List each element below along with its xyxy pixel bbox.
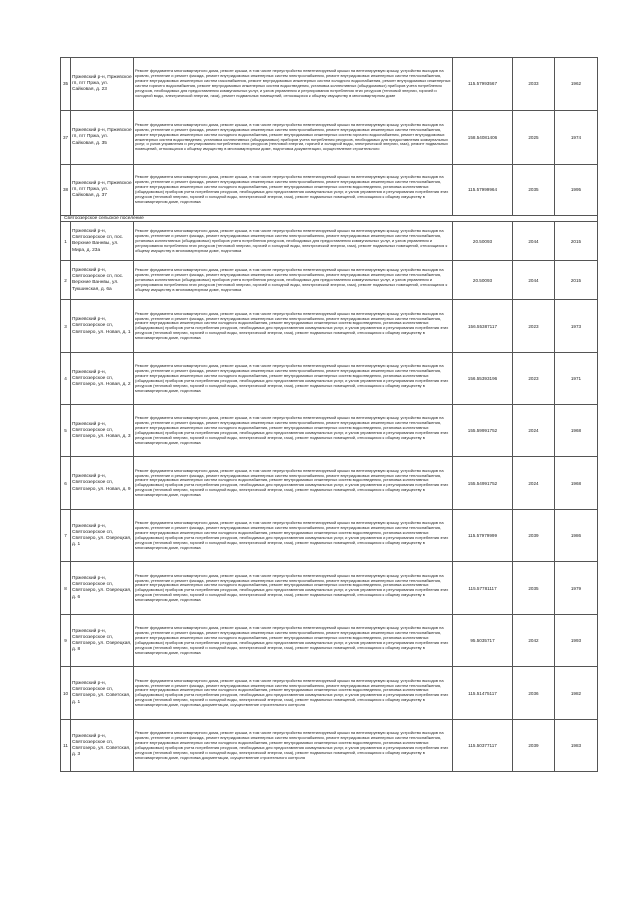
row-works: Ремонт фундамента многоквартирного дома, ремонт крыши, в том числе переустройство невентилируемой крыши на вентилируемую крышу, устройство выходов на кровлю, утепление и ремонт фасада, ремонт внутридомовых инженерных систем электроснабжения, ремонт внутридомовых инженерных систем теплоснабжения, ремонт внутридомовых инженерных систем холодного водоснабжения, ремонт внутридомовых инженерных систем водоотведения, установка коллективных (общедомовых) приборов учета потребления ресурсов, необходимых для предоставления коммунальных услуг, и узлов управления и регулирования потребления этих ресурсов (тепловой энергии, горячей и холодной воды, электрической энергии, газа), ремонт подвальных помещений, относящихся к общему имуществу в многоквартирном доме, подготовка документации, осуществление строительного контроля: [134, 720, 453, 772]
capital-repair-table: [60, 57, 598, 772]
row-cost: 115.57993567: [453, 58, 513, 111]
row-year: 2025: [513, 111, 555, 165]
row-works: Ремонт фундамента многоквартирного дома, ремонт крыши, в том числе переустройство невентилируемой крыши на вентилируемую крышу, устройство выходов на кровлю, утепление и ремонт фасада, ремонт внутридомовых инженерных систем электроснабжения, ремонт внутридомовых инженерных систем теплоснабжения, ремонт внутридомовых инженерных систем холодного водоснабжения, ремонт внутридомовых инженерных систем водоотведения, установка коллективных (общедомовых) приборов учета потребления ресурсов, необходимых для предоставления коммунальных услуг, и узлов управления и регулирования потребления этих ресурсов (тепловой энергии, горячей и холодной воды, электрической энергии, газа), ремонт подвальных помещений, относящихся к общему имуществу в многоквартирном доме, подготовка: [134, 510, 453, 562]
row-works: Ремонт фундамента многоквартирного дома, ремонт крыши, в том числе переустройство невентилируемой крыши на вентилируемую крышу, устройство выходов на кровлю, утепление и ремонт фасада, ремонт внутридомовых инженерных систем электроснабжения, ремонт внутридомовых инженерных систем теплоснабжения, ремонт внутридомовых инженерных систем холодного водоснабжения, ремонт внутридомовых инженерных систем водоотведения, установка коллективных (общедомовых) приборов учета потребления ресурсов, необходимых для предоставления коммунальных услуг, и узлов управления и регулирования потребления этих ресурсов (тепловой энергии, горячей и холодной воды, электрической энергии, газа), ремонт подвальных помещений, относящихся к общему имуществу в многоквартирном доме, подготовка документации, осуществление строительного контроля: [134, 667, 453, 720]
table-row: [61, 222, 598, 261]
row-cost: 115.50377117: [453, 720, 513, 772]
row-year: 2039: [513, 720, 555, 772]
row-address: Пржевский р-н, Святоозерское сп, Святозеро, ул. Новая, д. 1: [71, 300, 134, 353]
row-address: Пржевский р-н, Святоозерское сп, Святозеро, ул. Озерецкая, д. 1: [71, 510, 134, 562]
row-number: 5: [61, 405, 71, 457]
row-year: 2033: [513, 58, 555, 111]
table-row: [61, 111, 598, 165]
row-address: Пржевский р-н, Святоозерское сп, Святозеро, ул. Новая, д. 2: [71, 353, 134, 405]
table-row: [61, 457, 598, 510]
row-number: 1: [61, 222, 71, 261]
row-number: 38: [61, 165, 71, 216]
table-row: [61, 405, 598, 457]
row-address: Пржевский р-н, Святоозерское сп, Святозеро, ул. Советская, д. 3: [71, 720, 134, 772]
row-address: Пржевский р-н, Пржевское гп, пгт Пржа, ул. Сайковая, д. 23: [71, 58, 134, 111]
row-year: 2036: [513, 667, 555, 720]
row-address: Пржевский р-н, Святоозерское сп, Святозеро, ул. Новая, д. 3: [71, 405, 134, 457]
row-year: 2023: [513, 300, 555, 353]
row-number: 10: [61, 667, 71, 720]
row-year: 2035: [513, 165, 555, 216]
row-built-year: 1973: [555, 300, 598, 353]
table-row: [61, 353, 598, 405]
row-cost: 95.5035717: [453, 615, 513, 667]
row-number: 6: [61, 457, 71, 510]
row-cost: 115.57979999: [453, 510, 513, 562]
row-cost: 115.51475117: [453, 667, 513, 720]
row-works: Ремонт фундамента многоквартирного дома, ремонт крыши, в том числе переустройство невентилируемой крыши на вентилируемую крышу, устройство выходов на кровлю, утепление и ремонт фасада, ремонт внутридомовых инженерных систем электроснабжения, ремонт внутридомовых инженерных систем теплоснабжения, ремонт внутридомовых инженерных систем холодного водоснабжения, ремонт внутридомовых инженерных систем водоотведения, установка коллективных (общедомовых) приборов учета потребления ресурсов, необходимых для предоставления коммунальных услуг, и узлов управления и регулирования потребления этих ресурсов (тепловой энергии, горячей и холодной воды, электрической энергии, газа), ремонт подвальных помещений, относящихся к общему имуществу в многоквартирном доме, подготовка: [134, 353, 453, 405]
row-number: 8: [61, 562, 71, 615]
row-address: Пржевский р-н, Пржевское гп, пгт Пржа, ул. Сайковая, д. 35: [71, 111, 134, 165]
row-cost: 115.57781117: [453, 562, 513, 615]
row-year: 2035: [513, 562, 555, 615]
row-year: 2024: [513, 457, 555, 510]
row-cost: 115.57999964: [453, 165, 513, 216]
table-row: [61, 720, 598, 772]
row-address: Пржевский р-н, Святоозерское сп, Святозеро, ул. Озерецкая, д. 8: [71, 615, 134, 667]
row-cost: 156.55387117: [453, 300, 513, 353]
row-number: 2: [61, 261, 71, 300]
row-number: 7: [61, 510, 71, 562]
row-number: 37: [61, 111, 71, 165]
row-address: Пржевский р-н, Пржевское гп, пгт Пржа, ул. Сайковая, д. 37: [71, 165, 134, 216]
row-cost: 155.54991752: [453, 457, 513, 510]
table-row: [61, 300, 598, 353]
section-title: Святоозерское сельское поселение: [61, 216, 598, 222]
table-row: [61, 510, 598, 562]
row-address: Пржевский р-н, Святоозерское сп, пос. Верхние Ваннвы, ул. Тукшинская, д. 6а: [71, 261, 134, 300]
row-built-year: 1968: [555, 457, 598, 510]
row-built-year: 2015: [555, 222, 598, 261]
row-number: 9: [61, 615, 71, 667]
row-works: Ремонт фундамента многоквартирного дома, ремонт крыши, в том числе переустройство невентилируемой крыши на вентилируемую крышу, устройство выходов на кровлю, утепление и ремонт фасада, ремонт внутридомовых инженерных систем электроснабжения, ремонт внутридомовых инженерных систем теплоснабжения, установка коллективных (общедомовых) приборов учета потребления ресурсов, необходимых для предоставления коммунальных услуг, и узлов управления и регулирования потребления этих ресурсов (тепловой энергии, горячей и холодной воды, электрической энергии, газа), ремонт подвальных помещений, относящихся к общему имуществу в многоквартирном доме, подготовка: [134, 222, 453, 261]
table-body-before: [61, 58, 598, 216]
row-year: 2044: [513, 261, 555, 300]
row-works: Ремонт фундамента многоквартирного дома, ремонт крыши, в том числе переустройство невентилируемой крыши на вентилируемую крышу, устройство выходов на кровлю, утепление и ремонт фасада, ремонт внутридомовых инженерных систем электроснабжения, ремонт внутридомовых инженерных систем теплоснабжения, ремонт внутридомовых инженерных систем холодного водоснабжения, ремонт внутридомовых инженерных систем водоотведения, установка коллективных (общедомовых) приборов учета потребления ресурсов, необходимых для предоставления коммунальных услуг, и узлов управления и регулирования потребления этих ресурсов (тепловой энергии, горячей и холодной воды, электрической энергии, газа), ремонт подвальных помещений, относящихся к общему имуществу в многоквартирном доме, подготовка: [134, 165, 453, 216]
row-built-year: 1982: [555, 667, 598, 720]
row-built-year: 1986: [555, 510, 598, 562]
table-row: [61, 165, 598, 216]
row-works: Ремонт фундамента многоквартирного дома, ремонт крыши, в том числе переустройство невентилируемой крыши на вентилируемую крышу, устройство выходов на кровлю, утепление и ремонт фасада, ремонт внутридомовых инженерных систем электроснабжения, ремонт внутридомовых инженерных систем теплоснабжения, ремонт внутридомовых инженерных систем холодного водоснабжения, ремонт внутридомовых инженерных систем водоотведения, установка коллективных (общедомовых) приборов учета потребления ресурсов, необходимых для предоставления коммунальных услуг, и узлов управления и регулирования потребления этих ресурсов (тепловой энергии, горячей и холодной воды, электрической энергии, газа), ремонт подвальных помещений, относящихся к общему имуществу в многоквартирном доме, подготовка: [134, 615, 453, 667]
row-works: Ремонт фундамента многоквартирного дома, ремонт крыши, в том числе переустройство невентилируемой крыши на вентилируемую крышу, устройство выходов на кровлю, утепление и ремонт фасада, ремонт внутридомовых инженерных систем электроснабжения, ремонт внутридомовых инженерных систем теплоснабжения, ремонт внутридомовых инженерных систем газоснабжения, ремонт внутридомовых инженерных систем холодного водоснабжения, ремонт внутридомовых инженерных систем горячего водоснабжения, ремонт внутридомовых инженерных систем водоотведения, установка коллективных (общедомовых) приборов учета потребления ресурсов, необходимых для предоставления коммунальных услуг, и узлов управления и регулирования потребления этих ресурсов (тепловой энергии, горячей и холодной воды, электрической энергии, газа), ремонт подвальных помещений, относящихся к общему имуществу в многоквартирном доме: [134, 58, 453, 111]
row-number: 4: [61, 353, 71, 405]
row-cost: 156.55393196: [453, 353, 513, 405]
row-cost: 158.54081406: [453, 111, 513, 165]
row-address: Пржевский р-н, Святоозерское сп, Святозеро, ул. Новая, д. 9: [71, 457, 134, 510]
row-cost: 20.50093: [453, 261, 513, 300]
row-year: 2023: [513, 353, 555, 405]
row-built-year: 1962: [555, 58, 598, 111]
row-address: Пржевский р-н, Святоозерское сп, пос. Верхние Ваннвы, ул. Мира, д. 23а: [71, 222, 134, 261]
row-address: Пржевский р-н, Святоозерское сп, Святозеро, ул. Озерецкая, д. 6: [71, 562, 134, 615]
row-works: Ремонт фундамента многоквартирного дома, ремонт крыши, в том числе переустройство невентилируемой крыши на вентилируемую крышу, устройство выходов на кровлю, утепление и ремонт фасада, ремонт внутридомовых инженерных систем электроснабжения, ремонт внутридомовых инженерных систем теплоснабжения, установка коллективных (общедомовых) приборов учета потребления ресурсов, необходимых для предоставления коммунальных услуг, и узлов управления и регулирования потребления этих ресурсов (тепловой энергии, горячей и холодной воды, электрической энергии, газа), ремонт подвальных помещений, относящихся к общему имуществу в многоквартирном доме, подготовка: [134, 261, 453, 300]
row-address: Пржевский р-н, Святоозерское сп, Святозеро, ул. Советская, д. 1: [71, 667, 134, 720]
table-body-after: [61, 222, 598, 772]
row-works: Ремонт фундамента многоквартирного дома, ремонт крыши, в том числе переустройство невентилируемой крыши на вентилируемую крышу, устройство выходов на кровлю, утепление и ремонт фасада, ремонт внутридомовых инженерных систем электроснабжения, ремонт внутридомовых инженерных систем теплоснабжения, ремонт внутридомовых инженерных систем холодного водоснабжения, ремонт внутридомовых инженерных систем водоотведения, установка коллективных (общедомовых) приборов учета потребления ресурсов, необходимых для предоставления коммунальных услуг, и узлов управления и регулирования потребления этих ресурсов (тепловой энергии, горячей и холодной воды, электрической энергии, газа), ремонт подвальных помещений, относящихся к общему имуществу в многоквартирном доме, подготовка: [134, 562, 453, 615]
row-built-year: 1995: [555, 165, 598, 216]
row-built-year: 1979: [555, 562, 598, 615]
row-works: Ремонт фундамента многоквартирного дома, ремонт крыши, в том числе переустройство невентилируемой крыши на вентилируемую крышу, устройство выходов на кровлю, утепление и ремонт фасада, ремонт внутридомовых инженерных систем электроснабжения, ремонт внутридомовых инженерных систем теплоснабжения, ремонт внутридомовых инженерных систем холодного водоснабжения, ремонт внутридомовых инженерных систем водоотведения, установка коллективных (общедомовых) приборов учета потребления ресурсов, необходимых для предоставления коммунальных услуг, и узлов управления и регулирования потребления этих ресурсов (тепловой энергии, горячей и холодной воды, электрической энергии, газа), ремонт подвальных помещений, относящихся к общему имуществу в многоквартирном доме, подготовка: [134, 405, 453, 457]
row-built-year: 1971: [555, 353, 598, 405]
table-row: [61, 562, 598, 615]
row-works: Ремонт фундамента многоквартирного дома, ремонт крыши, в том числе переустройство невентилируемой крыши на вентилируемую крышу, устройство выходов на кровлю, утепление и ремонт фасада, ремонт внутридомовых инженерных систем электроснабжения, ремонт внутридомовых инженерных систем теплоснабжения, ремонт внутридомовых инженерных систем холодного водоснабжения, ремонт внутридомовых инженерных систем водоотведения, установка коллективных (общедомовых) приборов учета потребления ресурсов, необходимых для предоставления коммунальных услуг, и узлов управления и регулирования потребления этих ресурсов (тепловой энергии, горячей и холодной воды, электрической энергии, газа), ремонт подвальных помещений, относящихся к общему имуществу в многоквартирном доме, подготовка: [134, 457, 453, 510]
row-number: 3: [61, 300, 71, 353]
table-row: [61, 667, 598, 720]
row-number: 35: [61, 58, 71, 111]
row-year: 2044: [513, 222, 555, 261]
row-built-year: 1968: [555, 405, 598, 457]
row-cost: 155.59991752: [453, 405, 513, 457]
row-built-year: 1993: [555, 615, 598, 667]
table-row: [61, 58, 598, 111]
table-row: [61, 261, 598, 300]
row-year: 2024: [513, 405, 555, 457]
row-year: 2042: [513, 615, 555, 667]
row-works: Ремонт фундамента многоквартирного дома, ремонт крыши, в том числе переустройство невентилируемой крыши на вентилируемую крышу, устройство выходов на кровлю, утепление и ремонт фасада, ремонт внутридомовых инженерных систем электроснабжения, ремонт внутридомовых инженерных систем теплоснабжения, ремонт внутридомовых инженерных систем холодного водоснабжения, ремонт внутридомовых инженерных систем водоотведения, установка коллективных (общедомовых) приборов учета потребления ресурсов, необходимых для предоставления коммунальных услуг, и узлов управления и регулирования потребления этих ресурсов (тепловой энергии, горячей и холодной воды, электрической энергии, газа), ремонт подвальных помещений, относящихся к общему имуществу в многоквартирном доме, подготовка: [134, 300, 453, 353]
row-year: 2039: [513, 510, 555, 562]
row-built-year: 1974: [555, 111, 598, 165]
row-works: Ремонт фундамента многоквартирного дома, ремонт крыши, в том числе переустройство невентилируемой крыши на вентилируемую крышу, устройство выходов на кровлю, утепление и ремонт фасада, ремонт внутридомовых инженерных систем электроснабжения, ремонт внутридомовых инженерных систем теплоснабжения, ремонт внутридомовых инженерных систем холодного водоснабжения, ремонт внутридомовых инженерных систем горячего водоснабжения, ремонт внутридомовых инженерных систем водоотведения, установка коллективных (общедомовых) приборов учета потребления ресурсов, необходимых для предоставления коммунальных услуг, и узлов управления и регулирования потребления этих ресурсов (тепловой энергии, горячей и холодной воды, электрической энергии, газа), ремонт подвальных помещений, относящихся к общему имуществу в многоквартирном доме, подготовка документации, осуществление строительного: [134, 111, 453, 165]
row-built-year: 2015: [555, 261, 598, 300]
row-cost: 20.50093: [453, 222, 513, 261]
table-row: [61, 615, 598, 667]
row-number: 11: [61, 720, 71, 772]
row-built-year: 1983: [555, 720, 598, 772]
